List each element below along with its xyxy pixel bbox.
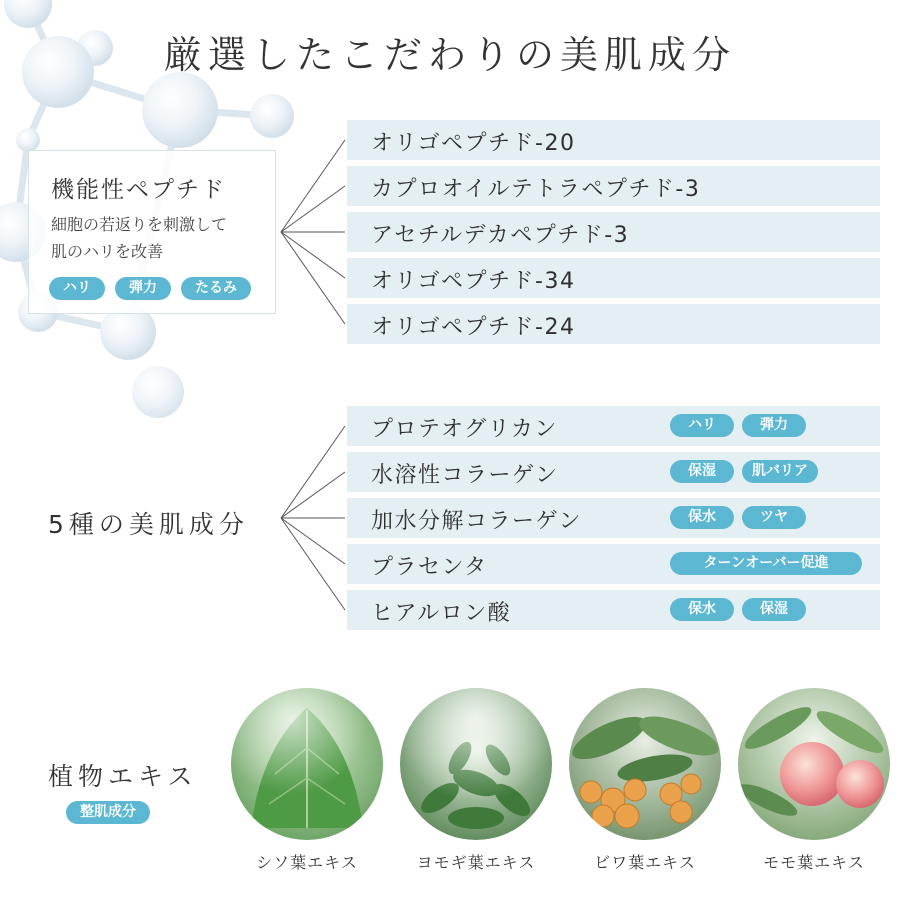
peptide-item-name: オリゴペプチド-34 — [371, 269, 576, 294]
peptide-desc-line1: 細胞の若返りを刺激して — [51, 215, 228, 234]
beauty-item — [347, 452, 880, 492]
page-title: 厳選したこだわりの美肌成分 — [163, 33, 736, 77]
biwa-leaf-image — [569, 688, 721, 840]
tag-tarumi: たるみ — [181, 277, 251, 300]
peptide-item-name: アセチルデカペプチド-3 — [371, 223, 630, 248]
benefit-tag: ツヤ — [742, 506, 806, 529]
peptide-item-name: オリゴペプチド-24 — [371, 315, 576, 340]
beauty-item-name: 水溶性コラーゲン — [371, 463, 559, 488]
plant-item — [396, 688, 556, 873]
peptide-item — [347, 304, 880, 344]
peptide-item — [347, 212, 880, 252]
plant-label: ビワ葉エキス — [594, 853, 696, 872]
benefit-tag: 肌バリア — [742, 460, 818, 483]
benefit-tag: 保湿 — [742, 598, 806, 621]
beauty-item-name: ヒアルロン酸 — [371, 601, 512, 626]
beauty-item — [347, 544, 880, 584]
peptide-item-name: カプロオイルテトラペプチド-3 — [371, 177, 701, 202]
benefit-tag: ターンオーバー促進 — [670, 552, 862, 575]
beauty-item — [347, 590, 880, 630]
beauty-item-name: 加水分解コラーゲン — [371, 509, 583, 534]
plant-label: モモ葉エキス — [763, 853, 865, 872]
beauty-ingredients-title: 5種の美肌成分 — [48, 510, 249, 539]
peptide-item — [347, 258, 880, 298]
benefit-tag: 保湿 — [670, 460, 734, 483]
plant-extracts-title: 植物エキス — [48, 762, 198, 791]
beauty-item-name: プロテオグリカン — [371, 417, 558, 442]
beauty-item — [347, 406, 880, 446]
plant-item — [227, 688, 387, 873]
peptide-info-box — [28, 150, 276, 314]
tag-hari: ハリ — [49, 277, 105, 300]
momo-leaf-image — [738, 688, 890, 840]
peptide-tags — [49, 277, 251, 300]
benefit-tag: ハリ — [670, 414, 734, 437]
tag-danryoku: 弾力 — [115, 277, 171, 300]
plant-label: シソ葉エキス — [256, 853, 358, 872]
benefit-tag: 保水 — [670, 506, 734, 529]
beauty-item-name: プラセンタ — [371, 555, 488, 580]
peptide-item — [347, 166, 880, 206]
peptide-title: 機能性ペプチド — [51, 177, 226, 203]
plant-item — [565, 688, 725, 873]
plant-item — [734, 688, 894, 873]
benefit-tag: 弾力 — [742, 414, 806, 437]
plant-label: ヨモギ葉エキス — [416, 853, 536, 872]
peptide-item — [347, 120, 880, 160]
peptide-description — [51, 211, 227, 265]
yomogi-leaf-image — [400, 688, 552, 840]
benefit-tag: 保水 — [670, 598, 734, 621]
beauty-item — [347, 498, 880, 538]
peptide-desc-line2: 肌のハリを改善 — [51, 242, 164, 261]
shiso-leaf-image — [231, 688, 383, 840]
peptide-item-name: オリゴペプチド-20 — [371, 131, 576, 156]
skin-conditioning-tag: 整肌成分 — [66, 801, 150, 824]
